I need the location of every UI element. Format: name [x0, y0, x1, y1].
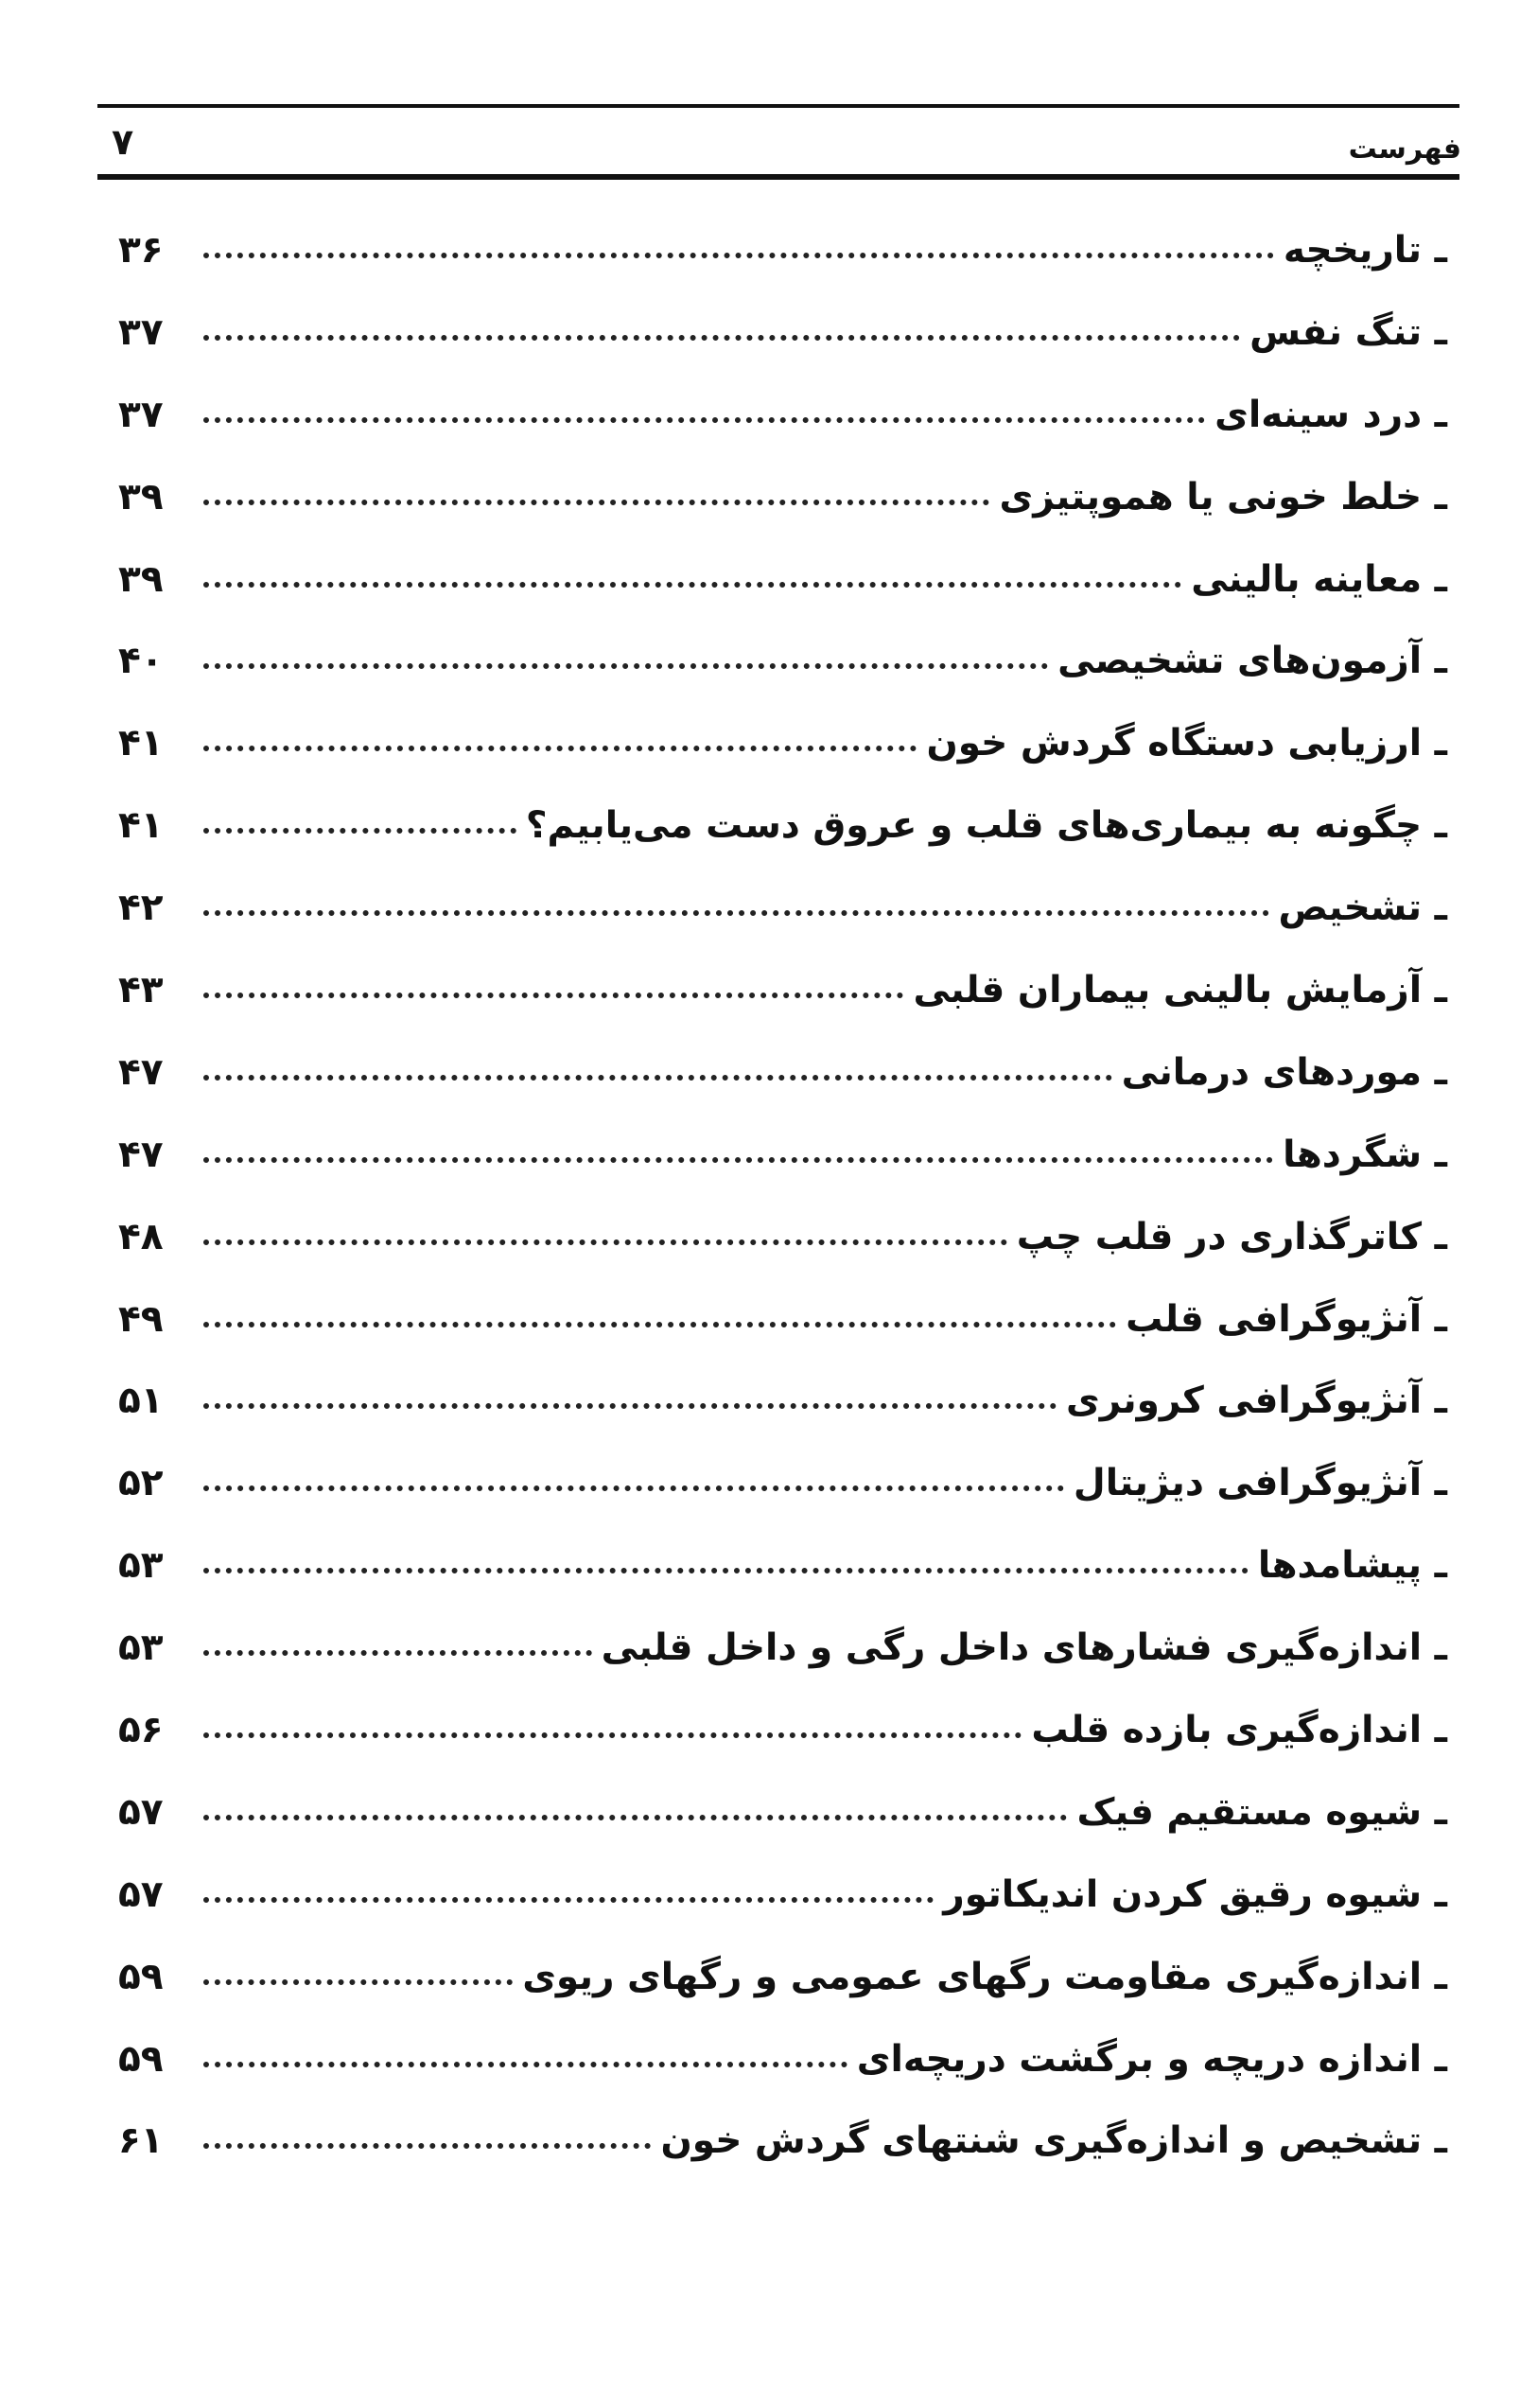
dot-leader [203, 417, 1205, 423]
toc-entry-title: ـ آنژیوگرافی قلب [1126, 1297, 1447, 1341]
toc-entry-title: ـ پیشامدها [1257, 1544, 1447, 1588]
toc-entry-page-number: ۵۷ [118, 1790, 164, 1834]
dot-leader [203, 1322, 1116, 1327]
page-number: ۷ [112, 121, 134, 163]
dot-leader [203, 1075, 1112, 1081]
toc-entry-page-number: ۵۳ [118, 1626, 164, 1670]
toc-entry-title: ـ آنژیوگرافی کرونری [1066, 1380, 1447, 1423]
toc-entry-page-number: ۳۶ [118, 229, 164, 272]
toc-entry-page-number: ۵۶ [118, 1709, 164, 1752]
dot-leader [203, 1239, 1007, 1245]
dot-leader [203, 582, 1181, 588]
dot-leader [203, 828, 516, 834]
dot-leader [203, 253, 1274, 258]
toc-entry [118, 1785, 1447, 1868]
dot-leader [203, 993, 903, 998]
toc-entry [118, 306, 1447, 388]
toc-entry [118, 1292, 1447, 1375]
toc-entry [118, 2032, 1447, 2115]
header-bottom-rule [97, 174, 1459, 180]
dot-leader [203, 1897, 934, 1903]
toc-entry-title: ـ تاریخچه [1283, 229, 1447, 272]
table-of-contents [118, 223, 1447, 2196]
toc-entry-title: ـ تشخیص [1278, 887, 1447, 930]
toc-entry-page-number: ۳۹ [118, 475, 164, 519]
toc-entry-page-number: ۴۷ [118, 1133, 164, 1176]
toc-entry [118, 1456, 1447, 1538]
toc-entry [118, 2114, 1447, 2196]
toc-entry [118, 1046, 1447, 1128]
dot-leader [203, 1979, 513, 1985]
toc-entry-title: ـ آنژیوگرافی دیژیتال [1073, 1462, 1447, 1505]
toc-entry-title: ـ ارزیابی دستگاه گردش خون [926, 722, 1447, 765]
toc-entry [118, 470, 1447, 553]
dot-leader [203, 746, 917, 751]
toc-entry-title: ـ تشخیص و اندازه‌گیری شنتهای گردش خون [660, 2119, 1447, 2163]
toc-entry-title: ـ شیوه رقیق کردن اندیکاتور [943, 1872, 1447, 1916]
toc-entry-page-number: ۳۷ [118, 393, 164, 436]
dot-leader [203, 1815, 1067, 1820]
toc-entry [118, 1621, 1447, 1703]
toc-entry-page-number: ۳۹ [118, 557, 164, 601]
toc-entry-title: ـ آزمایش بالینی بیماران قلبی [913, 969, 1447, 1012]
toc-entry-page-number: ۴۷ [118, 1050, 164, 1094]
toc-entry [118, 634, 1447, 716]
toc-entry [118, 223, 1447, 306]
toc-entry-page-number: ۴۰ [118, 640, 164, 683]
toc-entry [118, 716, 1447, 799]
toc-entry-title: ـ اندازه‌گیری مقاومت رگهای عمومی و رگهای ریوی [522, 1955, 1447, 1998]
dot-leader [203, 335, 1240, 341]
toc-entry-title: ـ اندازه دریچه و برگشت دریچه‌ای [856, 2037, 1447, 2081]
dot-leader [203, 500, 989, 505]
toc-entry [118, 1703, 1447, 1785]
toc-entry [118, 799, 1447, 881]
dot-leader [203, 910, 1269, 916]
toc-entry-title: ـ درد سینه‌ای [1214, 393, 1447, 436]
toc-entry [118, 1128, 1447, 1210]
toc-entry-title: ـ خلط خونی یا هموپتیزی [999, 475, 1447, 519]
toc-entry-title: ـ اندازه‌گیری فشارهای داخل رگی و داخل قلبی [601, 1626, 1447, 1670]
running-title: فهرست [1348, 132, 1461, 166]
toc-entry-title: ـ شگردها [1283, 1133, 1447, 1176]
toc-entry-page-number: ۴۱ [118, 722, 164, 765]
toc-entry [118, 1210, 1447, 1292]
dot-leader [203, 2062, 847, 2067]
toc-entry-title: ـ شیوه مستقیم فیک [1076, 1790, 1447, 1834]
toc-entry [118, 1538, 1447, 1621]
toc-entry-page-number: ۵۹ [118, 2037, 164, 2081]
toc-entry-title: ـ آزمون‌های تشخیصی [1057, 640, 1447, 683]
toc-entry-page-number: ۴۸ [118, 1215, 164, 1258]
dot-leader [203, 1650, 592, 1656]
toc-entry [118, 1374, 1447, 1456]
toc-entry-page-number: ۵۳ [118, 1544, 164, 1588]
header-top-rule [97, 104, 1459, 108]
dot-leader [203, 1568, 1249, 1573]
toc-entry-title: ـ موردهای درمانی [1121, 1050, 1447, 1094]
toc-entry-page-number: ۵۷ [118, 1872, 164, 1916]
dot-leader [203, 1403, 1057, 1409]
toc-entry [118, 963, 1447, 1046]
toc-entry-page-number: ۳۷ [118, 310, 164, 354]
toc-entry-page-number: ۴۳ [118, 969, 164, 1012]
toc-entry-page-number: ۵۲ [118, 1462, 164, 1505]
toc-entry [118, 388, 1447, 470]
toc-entry-page-number: ۵۱ [118, 1380, 164, 1423]
dot-leader [203, 1485, 1064, 1491]
toc-entry-page-number: ۶۱ [118, 2119, 164, 2163]
toc-entry-title: ـ چگونه به بیماری‌های قلب و عروق دست می‌یابیم؟ [525, 804, 1447, 848]
toc-entry-page-number: ۴۹ [118, 1297, 164, 1341]
toc-entry-title: ـ تنگ نفس [1249, 310, 1447, 354]
toc-entry [118, 1950, 1447, 2032]
dot-leader [203, 2143, 651, 2149]
toc-entry-title: ـ اندازه‌گیری بازده قلب [1031, 1709, 1447, 1752]
toc-entry-page-number: ۵۹ [118, 1955, 164, 1998]
dot-leader [203, 1732, 1022, 1738]
toc-entry [118, 553, 1447, 635]
dot-leader [203, 1157, 1273, 1163]
toc-entry-title: ـ معاینه بالینی [1191, 557, 1447, 601]
dot-leader [203, 663, 1048, 669]
toc-entry [118, 881, 1447, 963]
toc-entry-page-number: ۴۲ [118, 887, 164, 930]
toc-entry [118, 1868, 1447, 1950]
toc-entry-title: ـ کاترگذاری در قلب چپ [1016, 1215, 1447, 1258]
toc-entry-page-number: ۴۱ [118, 804, 164, 848]
